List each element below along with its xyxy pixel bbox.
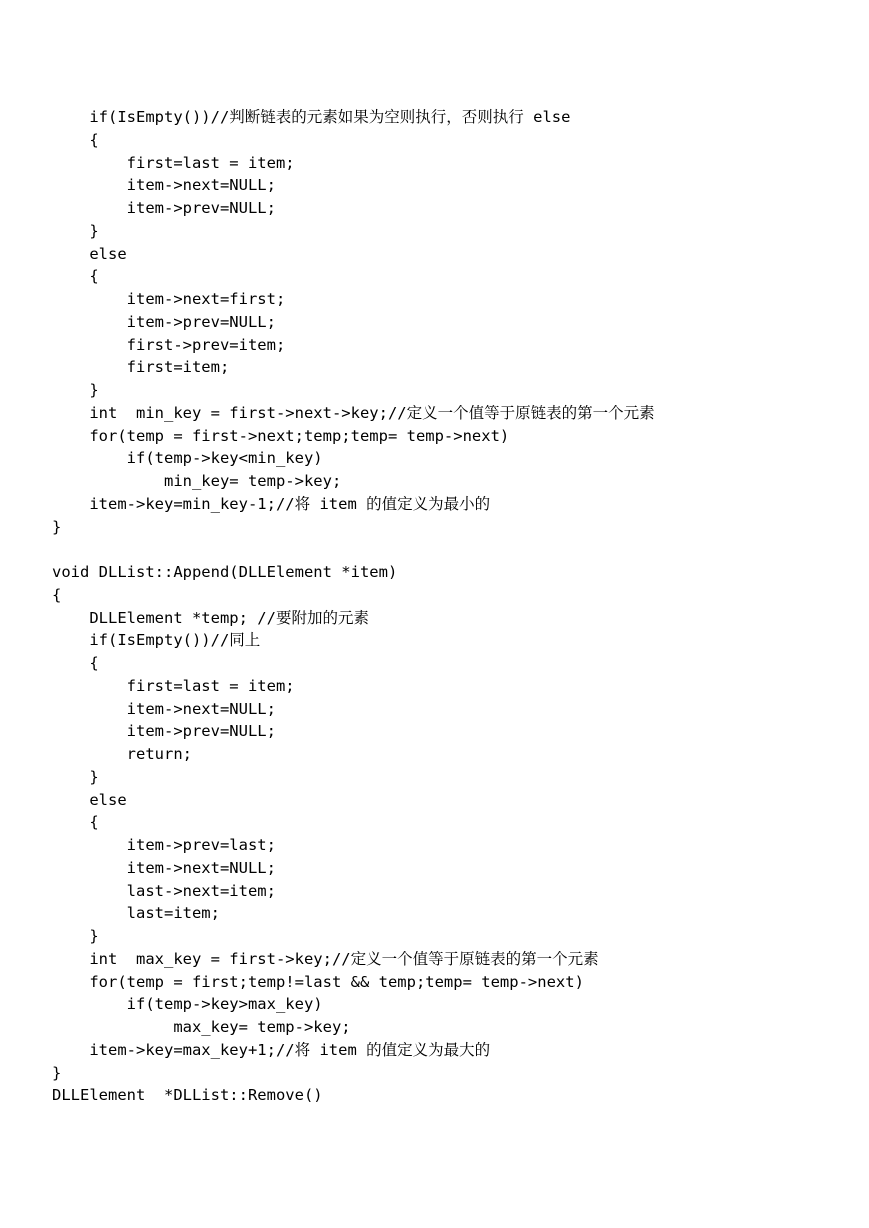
code-line: { (52, 585, 62, 604)
code-line: DLLElement *DLList::Remove() (52, 1086, 323, 1105)
code-line: { (52, 130, 99, 149)
code-line: return; (52, 745, 192, 763)
code-line: for(temp = first->next;temp;temp= temp->next) (52, 426, 510, 445)
code-line: first->prev=item; (52, 335, 286, 354)
code-line: last=item; (52, 904, 220, 923)
code-line: int min_key = first->next->key;//定义一个值等于原链表的第一个元素 (52, 403, 655, 422)
code-line: if(IsEmpty())//同上 (52, 631, 261, 650)
code-line: void DLList::Append(DLLElement *item) (52, 563, 398, 581)
code-line: DLLElement *temp; //要附加的元素 (52, 608, 369, 627)
code-line: last->next=item; (52, 881, 276, 900)
code-line: else (52, 790, 127, 809)
code-line: first=item; (52, 358, 230, 377)
code-line: item->next=first; (52, 290, 286, 308)
code-line: item->key=min_key-1;//将 item 的值定义为最小的 (52, 494, 491, 513)
code-line: item->next=NULL; (52, 858, 276, 877)
code-line: { (52, 267, 99, 286)
code-line: for(temp = first;temp!=last && temp;temp= temp->next) (52, 972, 584, 991)
code-line: } (52, 517, 62, 536)
code-line: } (52, 381, 99, 399)
code-line: item->prev=NULL; (52, 312, 276, 331)
code-line: first=last = item; (52, 676, 295, 695)
code-line: { (52, 654, 99, 672)
code-line: } (52, 767, 99, 786)
code-listing (52, 106, 852, 1107)
code-line: if(temp->key>max_key) (52, 995, 323, 1014)
code-line: } (52, 927, 99, 945)
code-line (52, 538, 852, 561)
code-line: int max_key = first->key;//定义一个值等于原链表的第一个元素 (52, 949, 599, 968)
code-line: item->prev=last; (52, 836, 276, 854)
code-line: min_key= temp->key; (52, 472, 342, 490)
code-line: item->prev=NULL; (52, 722, 276, 741)
code-line: item->next=NULL; (52, 699, 276, 718)
code-line: item->next=NULL; (52, 176, 276, 195)
code-line: if(IsEmpty())//判断链表的元素如果为空则执行，否则执行 else (52, 108, 571, 126)
code-line: if(temp->key<min_key) (52, 449, 323, 468)
code-line: { (52, 813, 99, 832)
code-line: max_key= temp->key; (52, 1018, 351, 1036)
code-line: first=last = item; (52, 153, 295, 172)
code-line: } (52, 221, 99, 240)
code-line: else (52, 244, 127, 263)
code-line: item->prev=NULL; (52, 199, 276, 217)
code-line: item->key=max_key+1;//将 item 的值定义为最大的 (52, 1040, 491, 1059)
code-line: } (52, 1063, 62, 1082)
